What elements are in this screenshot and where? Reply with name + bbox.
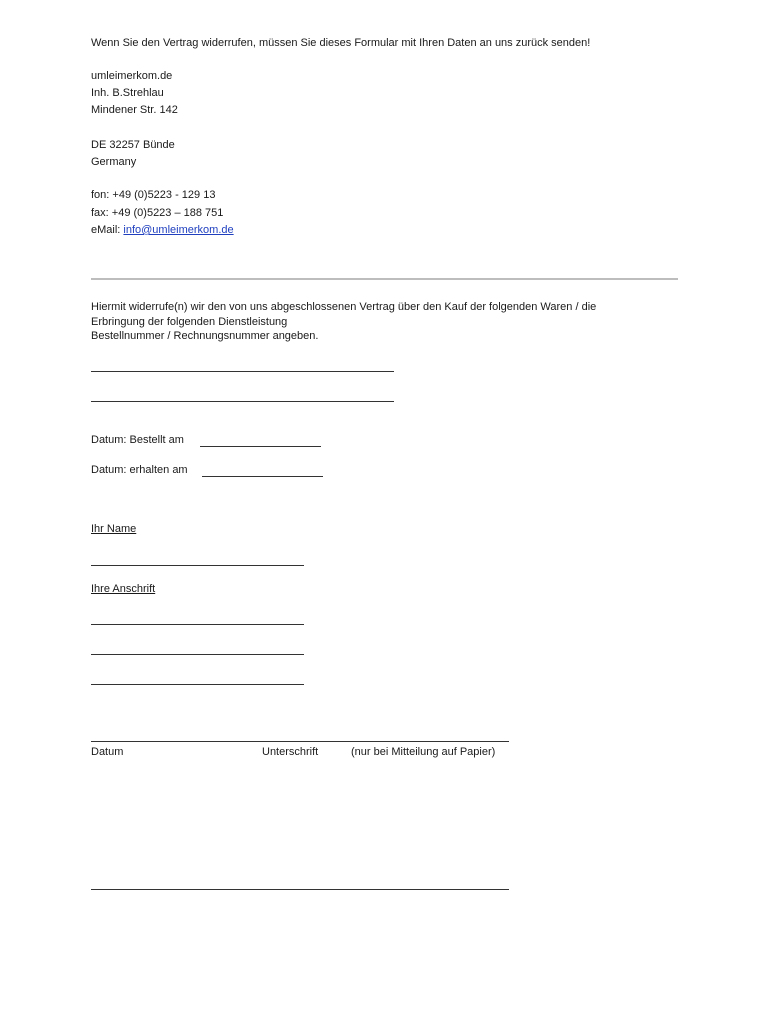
email-link[interactable]: info@umleimerkom.de [123,224,234,236]
address-field-1[interactable] [91,624,304,625]
date-label: Datum [91,746,124,758]
date-signature-field[interactable] [91,741,509,742]
ordered-date-field[interactable] [200,446,321,447]
company-name: umleimerkom.de [91,70,173,82]
address-label: Ihre Anschrift [91,583,156,595]
phone-number: fon: +49 (0)5223 - 129 13 [91,189,216,201]
received-date-label: Datum: erhalten am [91,464,188,476]
name-label: Ihr Name [91,523,137,535]
section-divider [91,278,678,280]
email-row [91,224,234,237]
address-field-2[interactable] [91,654,304,655]
name-field[interactable] [91,565,304,566]
fax-number: fax: +49 (0)5223 – 188 751 [91,207,224,219]
email-label: eMail: [91,224,124,236]
signature-note: (nur bei Mitteilung auf Papier) [351,746,496,758]
withdrawal-text-line3: Bestellnummer / Rechnungsnummer angeben. [91,330,319,342]
signature-label: Unterschrift [262,746,319,758]
order-number-field-2[interactable] [91,401,394,402]
withdrawal-text-line1: Hiermit widerrufe(n) wir den von uns abgeschlossenen Vertrag über den Kauf der folgenden Waren / die [91,301,597,313]
withdrawal-text-line2: Erbringung der folgenden Dienstleistung [91,316,288,328]
city-postal: DE 32257 Bünde [91,139,175,151]
received-date-field[interactable] [202,476,323,477]
country: Germany [91,156,137,168]
order-number-field-1[interactable] [91,371,394,372]
bottom-signature-line[interactable] [91,889,509,890]
intro-text: Wenn Sie den Vertrag widerrufen, müssen Sie dieses Formular mit Ihren Daten an uns zurück senden! [91,37,591,49]
owner-name: Inh. B.Strehlau [91,87,164,99]
street-address: Mindener Str. 142 [91,104,178,116]
ordered-date-label: Datum: Bestellt am [91,434,184,446]
address-field-3[interactable] [91,684,304,685]
